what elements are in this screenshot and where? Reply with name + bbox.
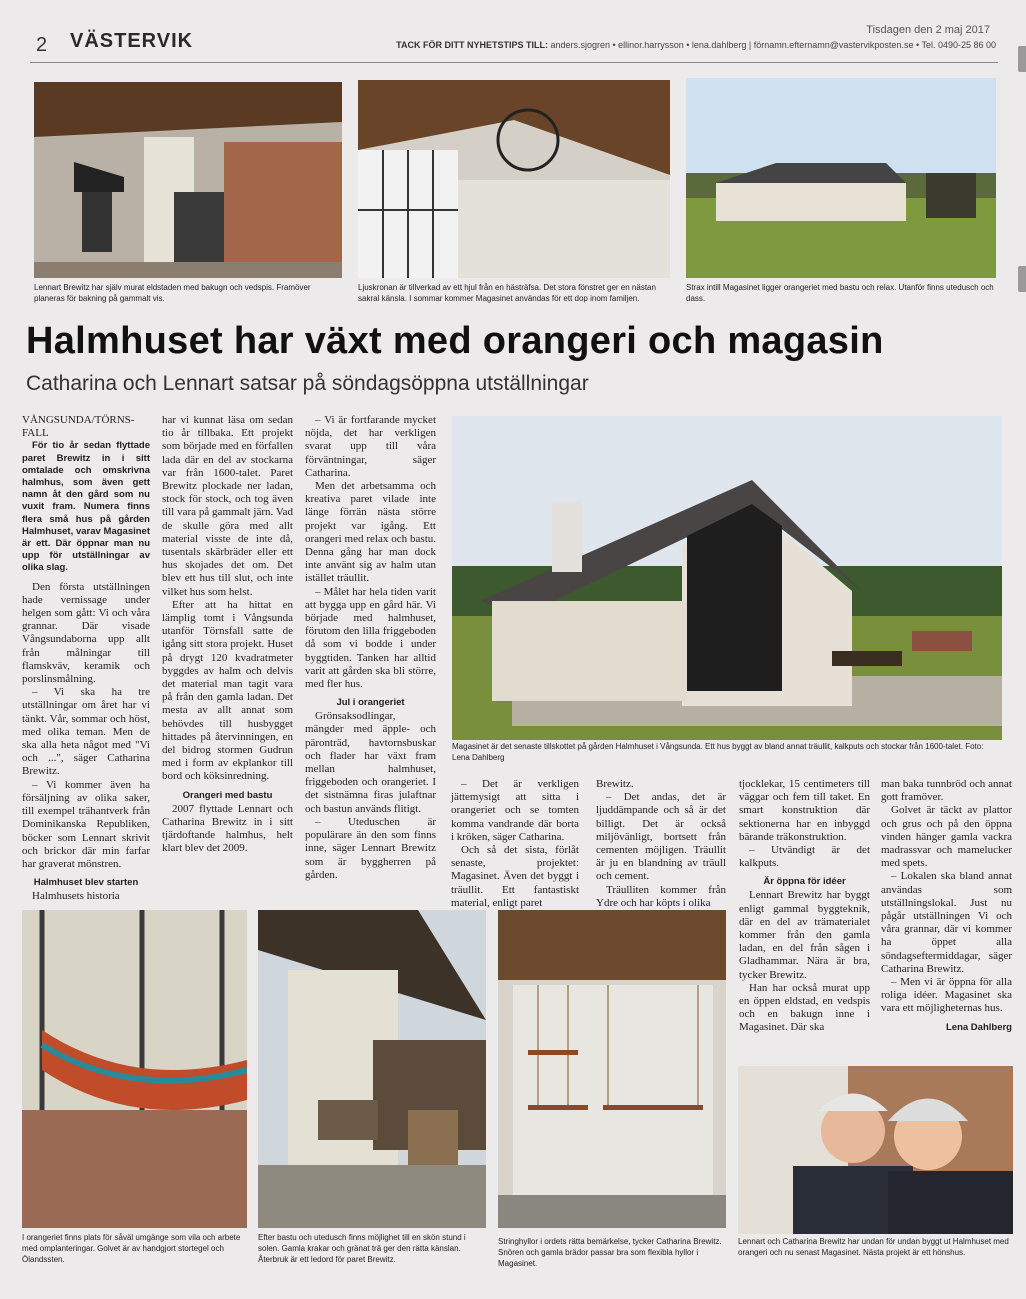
article-column-7: [881, 778, 1012, 1033]
paragraph: – Vi ska ha tre utställningar om året har vi tänkt. Vår, sommar och höst, med olika teman. Men de ska alla heta något med "Vi och ...", säger Catharina Brewitz.: [22, 686, 150, 778]
caption-top-middle: Ljuskronan är tillverkad av ett hjul från en hästräfsa. Det stora fönstret ger en nästan sakral känsla. I sommar kommer Magasinet användas för ett dop inom familjen.: [358, 283, 656, 303]
article-column-4: [451, 778, 579, 910]
headline: Halmhuset har växt med orangeri och magasin: [26, 320, 884, 362]
photo-sun-deck: [258, 910, 486, 1228]
paragraph: Grönsaksodlingar, mängder med äpple- och päronträd, havtornsbuskar och flader har växt fram mellan halmhuset, friggeboden och orangeriet. I det sistnämna firas julaftnar och bastun används flitigt.: [305, 710, 436, 815]
paragraph: Han har också murat upp en öppen eldstad, en vedspis och en bakugn inne i Magasinet. Där ska: [739, 981, 870, 1034]
paragraph: Lennart Brewitz har byggt enligt gammal byggteknik, där en del av trämaterialet kommer från den gamla ladan, en del från sågen i Gladhammar. Nära är bra, tycker Brewitz.: [739, 889, 870, 981]
paragraph: Halmhusets historia: [32, 890, 120, 903]
binding-tab: [1018, 266, 1026, 292]
paragraph: Och så det sista, förlåt senaste, projektet: Magasinet. Även det byggt i träullit. Ett fantastiskt material, enligt paret: [451, 844, 579, 909]
caption-top-left: Lennart Brewitz har själv murat eldstaden med bakugn och vedspis. Framöver planeras för bakning på gammalt vis.: [34, 283, 311, 303]
subheading: Jul i orangeriet: [336, 697, 405, 709]
paragraph: har vi kunnat läsa om sedan tio år tillbaka. Ett projekt som började med en förfallen lada där en del av stockarna var från 1600-talet. Paret Brewitz plockade ner ladan, stock för stock, och tog även till vara på gammalt järn. Vad de skulle göra med allt material visste de inte då, tusentals skärbräder eller ett hus skojades det om. Det blev ett hus till slut, och inte vilket hus som helst.: [162, 414, 293, 598]
lead-paragraph: För tio år sedan flyttade paret Brewitz in i sitt omtalade och omskrivna halmhus, som även gett namn åt den gård som nu vuxit fram. Numera finns flera små hus på gården Halmhuset, varav Magasinet är ett. Där öppnar man nu upp för utställningar av olika slag.: [22, 440, 150, 574]
photo-orangery-interior: [22, 910, 247, 1228]
paragraph: tjocklekar, 15 centimeters till väggar och fem till taket. En smart konstruktion där sektionerna har en inbyggd bärande träkonstruktion.: [739, 778, 870, 843]
tips-label: TACK FÖR DITT NYHETSTIPS TILL:: [396, 40, 548, 50]
photo-string-shelves: [498, 910, 726, 1228]
paragraph: – Vi är fortfarande mycket nöjda, det har verkligen svarat upp till våra förväntningar, säger Catharina.: [305, 414, 436, 479]
caption-bottom-3: Stringhyllor i ordets rätta bemärkelse, tycker Catharina Brewitz. Snören och gamla brädor passar bra som flexibla hyllor i Magasinet.: [498, 1237, 722, 1268]
photo-fireplace: [34, 82, 342, 278]
photo-chandelier-window: [358, 80, 670, 278]
page-number: 2: [36, 34, 48, 56]
article-column-5: [596, 778, 726, 910]
caption-bottom-1: I orangeriet finns plats för såväl umgänge som vila och arbete med omplanteringar. Golvet är av handgjort stortegel och Ölandssten.: [22, 1233, 241, 1264]
caption-bottom-2: Efter bastu och utedusch finns möjlighet till en skön stund i solen. Gamla krakar och gränat trä ger den rätta känslan. Återbruk är ett ledord för paret Brewitz.: [258, 1233, 466, 1264]
dateline: VÅNGSUNDA/TÖRNS-FALL: [22, 414, 135, 440]
caption-main: Magasinet är det senaste tillskottet på gården Halmhuset i Vångsunda. Ett hus byggt av bland annat träullit, kalkputs och stockar från 1600-talet. Foto: Lena Dahlberg: [452, 742, 984, 762]
issue-date: Tisdagen den 2 maj 2017: [866, 24, 990, 36]
paragraph: – Lokalen ska bland annat användas som utställningslokal. Just nu pågår utställningen Vi och våra grannar, där vi kommer ha öppet alla söndagseftermiddagar, säger Catharina Brewitz.: [881, 870, 1012, 975]
paragraph: – Det andas, det är ljuddämpande och så är det billigt. Det är också miljövänligt, bortsett från cementen möjligen. Träullit är ju en blandning av träull och cement.: [596, 791, 726, 883]
paragraph: – Men vi är öppna för alla roliga idéer. Magasinet ska vara ett möjligheternas hus.: [881, 976, 1012, 1015]
subheading: Orangeri med bastu: [182, 789, 273, 801]
header-divider: [30, 62, 998, 63]
paragraph: Den första utställningen hade vernissage under helgen som gått: Vi och våra grannar. Där visade Vångsundaborna upp allt från målningar till flamskväv, keramik och porslinsmålning.: [22, 580, 150, 686]
photo-couple-portrait: [738, 1066, 1013, 1234]
paragraph: Träulliten kommer från Ydre och har köpts i olika: [596, 883, 726, 909]
subheadline: Catharina och Lennart satsar på söndagsöppna utställningar: [26, 372, 589, 395]
subheading: Är öppna för idéer: [763, 876, 846, 888]
paragraph: Efter att ha hittat en lämplig tomt i Vångsunda utanför Törnsfall satte de igång sitt stora projekt. Huset på drygt 120 kvadratmeter byggdes av halm och delvis det material man tagit vara på från den gamla ladan. Det mesta av allt annat som behövdes till husbygget hittades på återvinningen, en del bidrog stormen Gudrun med i form av ekplankor till bord och köksinredning.: [162, 598, 293, 783]
byline: Lena Dahlberg: [946, 1021, 1012, 1033]
article-column-2: [162, 414, 293, 856]
paragraph: – Utvändigt är det kalkputs.: [739, 844, 870, 870]
binding-tab: [1018, 46, 1026, 72]
paragraph: Brewitz.: [596, 778, 634, 790]
article-column-1: [22, 414, 150, 903]
caption-bottom-4: Lennart och Catharina Brewitz har undan för undan byggt ut Halmhuset med orangeri och nu senast Magasinet. Nästa projekt är ett hönshus.: [738, 1237, 1009, 1257]
paragraph: 2007 flyttade Lennart och Catharina Brewitz in i sitt tjärdoftande halmhus, helt klart blev det 2009.: [162, 802, 293, 855]
paragraph: Men det arbetsamma och kreativa paret vilade inte länge förrän nästa större projekt var igång. Ett orangeri med relax och bastu. Denna gång har man dock inte använt sig av halm utan istället träullit.: [305, 480, 436, 585]
caption-top-right: Strax intill Magasinet ligger orangeriet med bastu och relax. Utanför finns utedusch och dass.: [686, 283, 994, 303]
paragraph: Golvet är täckt av plattor och grus och på den öppna vinden hänger gamla vackra madrassvar och mamelucker med spets.: [881, 804, 1012, 870]
news-tips-line: [396, 40, 996, 50]
paragraph: – Vi kommer även ha försäljning av olika saker, till exempel trähantverk från Dominikanska Republiken, böcker som Lennart skrivit och brickor där min farfar har graverat mönstren.: [22, 778, 150, 870]
article-column-6: [739, 778, 870, 1035]
paragraph: – Det är verkligen jättemysigt att sitta i orangeriet och se tomten komma vandrande där borta i kröken, säger Catharina.: [451, 778, 579, 843]
paragraph: – Målet har hela tiden varit att bygga upp en gård här. Vi började med halmhuset, förutom den lilla friggeboden då som vi bodde i under byggtiden. Tanken har alltid varit att gården ska bli större, med fler hus.: [305, 585, 436, 691]
subheading: Halmhuset blev starten: [33, 877, 139, 889]
photo-orangery-exterior: [686, 78, 996, 278]
paragraph: man baka tunnbröd och annat gott framöver.: [881, 778, 1012, 804]
photo-magasinet: [452, 416, 1002, 740]
tips-contacts: anders.sjogren • ellinor.harrysson • lena.dahlberg | förnamn.efternamn@vastervikposten.se • Tel. 0490-25 86 00: [550, 40, 996, 50]
article-column-3: [305, 414, 436, 882]
paragraph: – Uteduschen är populärare än den som finns inne, säger Lennart Brewitz som är byggherren på gården.: [305, 815, 436, 881]
section-title: VÄSTERVIK: [70, 30, 194, 52]
